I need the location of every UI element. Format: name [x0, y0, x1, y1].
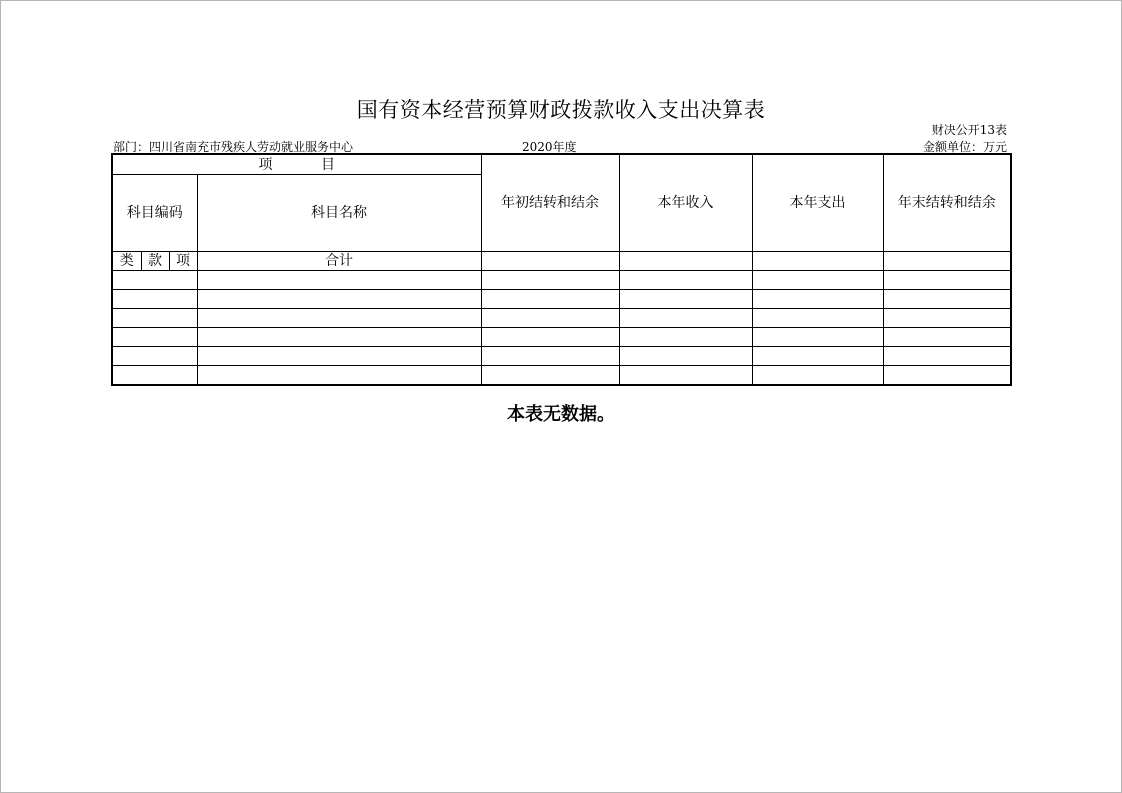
- table-cell: [197, 328, 481, 347]
- table-cell: [481, 347, 619, 366]
- subject-name-header: 科目名称: [197, 175, 481, 252]
- table-cell: [619, 328, 752, 347]
- department-label: 部门：四川省南充市残疾人劳动就业服务中心: [113, 140, 354, 154]
- table-cell: [112, 309, 197, 328]
- table-cell: [883, 328, 1011, 347]
- fiscal-year: 2020年度: [522, 140, 577, 154]
- table-cell: [883, 309, 1011, 328]
- table-cell: [197, 271, 481, 290]
- table-cell: [752, 309, 883, 328]
- table-cell: [752, 366, 883, 386]
- table-cell: [112, 366, 197, 386]
- total-cell: [752, 252, 883, 271]
- col-header-current-expense: 本年支出: [752, 154, 883, 252]
- table-cell: [883, 290, 1011, 309]
- table-row: [112, 347, 1011, 366]
- total-cell: [883, 252, 1011, 271]
- table-row: [112, 366, 1011, 386]
- table-cell: [481, 366, 619, 386]
- table-cell: [197, 309, 481, 328]
- amount-unit: 金额单位：万元: [922, 140, 1007, 154]
- table-cell: [481, 328, 619, 347]
- table-cell: [197, 366, 481, 386]
- col-header-current-income: 本年收入: [619, 154, 752, 252]
- total-label: 合计: [197, 252, 481, 271]
- total-cell: [619, 252, 752, 271]
- subject-code-header: 科目编码: [112, 175, 197, 252]
- table-cell: [883, 366, 1011, 386]
- table-cell: [112, 290, 197, 309]
- sub-header-section: 款: [141, 252, 169, 271]
- table-cell: [752, 347, 883, 366]
- table-row: [112, 328, 1011, 347]
- table-cell: [481, 309, 619, 328]
- table-row: [112, 290, 1011, 309]
- table-cell: [197, 347, 481, 366]
- col-header-opening-balance: 年初结转和结余: [481, 154, 619, 252]
- table-row: [112, 271, 1011, 290]
- table-cell: [752, 271, 883, 290]
- table-cell: [883, 347, 1011, 366]
- table-row: [112, 309, 1011, 328]
- sub-header-category: 类: [112, 252, 141, 271]
- table-cell: [883, 271, 1011, 290]
- table-cell: [197, 290, 481, 309]
- table-cell: [481, 290, 619, 309]
- total-cell: [481, 252, 619, 271]
- item-header: 项 目: [112, 154, 481, 175]
- table-cell: [752, 290, 883, 309]
- sub-header-item: 项: [169, 252, 197, 271]
- table-cell: [752, 328, 883, 347]
- form-number: 财决公开13表: [931, 123, 1007, 137]
- table-cell: [619, 309, 752, 328]
- table-cell: [112, 347, 197, 366]
- table-cell: [112, 271, 197, 290]
- no-data-note: 本表无数据。: [507, 404, 615, 425]
- page-title: 国有资本经营预算财政拨款收入支出决算表: [356, 98, 766, 122]
- table-cell: [619, 290, 752, 309]
- budget-table: [111, 153, 1012, 386]
- table-cell: [481, 271, 619, 290]
- table-cell: [619, 366, 752, 386]
- table-cell: [619, 271, 752, 290]
- col-header-closing-balance: 年末结转和结余: [883, 154, 1011, 252]
- table-cell: [112, 328, 197, 347]
- table-cell: [619, 347, 752, 366]
